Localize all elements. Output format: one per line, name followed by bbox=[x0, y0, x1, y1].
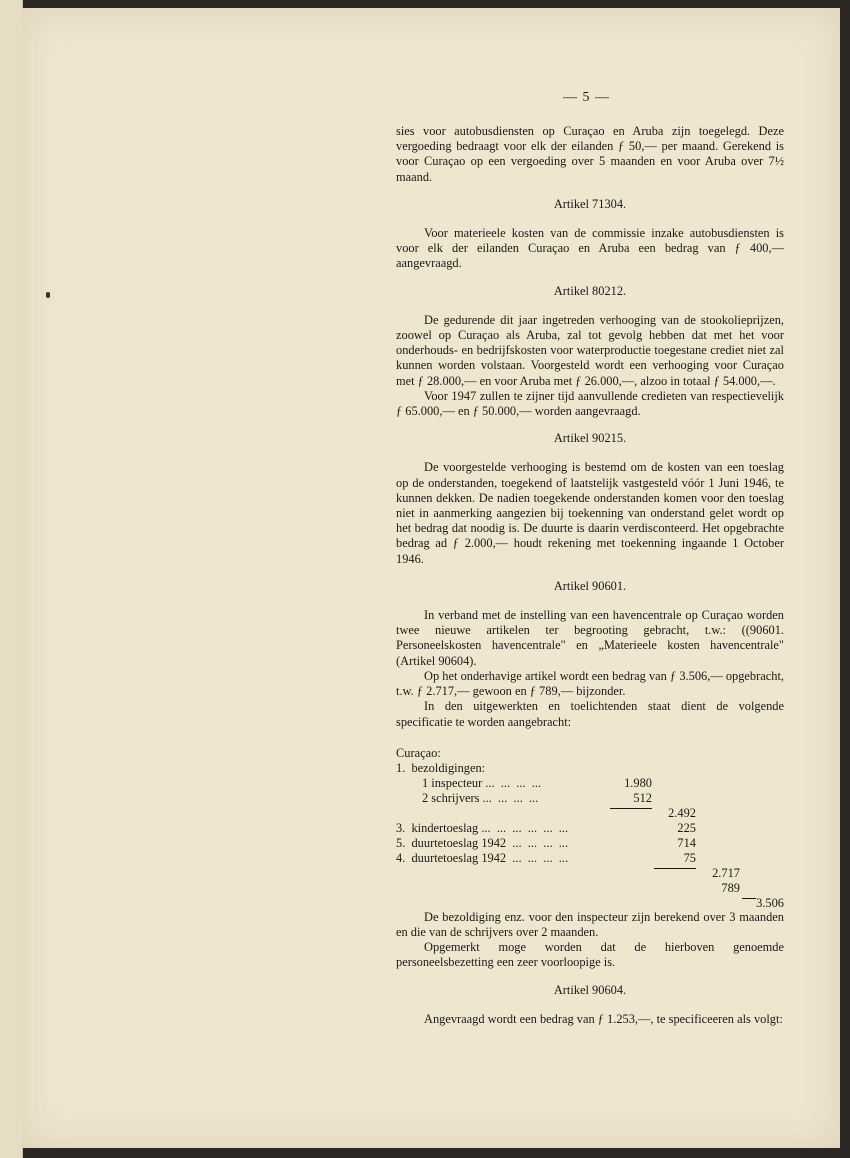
paragraph-90604: Angevraagd wordt een bedrag van ƒ 1.253,—, te specificeeren als volgt: bbox=[424, 1011, 783, 1026]
paragraph-continued: sies voor autobusdiensten op Curaçao en Aruba zijn toegelegd. Deze vergoeding bedraagt voor elk der eilanden ƒ 50,— per maand. Gerekend is voor Curaçao op een vergoeding over 5 maanden en voor Aruba over 7½ maand. bbox=[396, 124, 784, 184]
ink-speck bbox=[46, 292, 50, 298]
heading-artikel-71304: Artikel 71304. bbox=[553, 196, 627, 211]
paragraph-90601-1: In verband met de instelling van een havencentrale op Curaçao worden twee nieuwe artikelen ter begrooting gebracht, t.w.: ((90601. Personeelskosten havencentrale" en „Materieele kosten havencentrale" (Artikel 90604). bbox=[396, 608, 784, 668]
spec-special: 789 bbox=[721, 880, 740, 895]
paragraph-90215: De voorgestelde verhooging is bestemd om de kosten van een toeslag op de onderstanden, toegekend of laatstelijk vastgesteld vóór 1 Juni 1946, te kunnen dekken. De nadien toegekende onderstanden komen voor den toeslag niet in aanmerking aangezien bij toekenning van onderstand gelet wordt op het bedrag dat noodig is. De duurte is daarin verdisconteerd. Het opgebrachte bedrag ad ƒ 2.000,— houdt rekening met toekenning ingaande 1 October 1946. bbox=[396, 460, 784, 566]
spec-grand-total: 3.506 bbox=[756, 895, 784, 910]
paragraph-90601-2: Op het onderhavige artikel wordt een bedrag van ƒ 3.506,— opgebracht, t.w. ƒ 2.717,— gewoon en ƒ 789,— bijzonder. bbox=[396, 668, 784, 699]
previous-page-edge bbox=[0, 0, 23, 1158]
spec-value-duurtetoeslag-4: 75 bbox=[683, 850, 696, 865]
spec-subtotal-2: 2.717 bbox=[712, 865, 740, 880]
heading-artikel-90215: Artikel 90215. bbox=[553, 431, 627, 446]
heading-artikel-80212: Artikel 80212. bbox=[553, 283, 627, 298]
spec-subtotal-1: 2.492 bbox=[668, 805, 696, 820]
specification-table bbox=[396, 745, 784, 910]
paragraph-80212-1: De gedurende dit jaar ingetreden verhooging van de stookolieprijzen, zoowel op Curaçao als Aruba, zal tot gevolg hebben dat met het voor onderhouds- en bedrijfskosten voor waterproductie toegestane crediet niet zal kunnen worden volstaan. Voorgesteld wordt een verhooging voor Curaçao met ƒ 28.000,— en voor Aruba met ƒ 26.000,—, alzoo in totaal ƒ 54.000,—. bbox=[396, 312, 784, 388]
spec-value-duurtetoeslag-5: 714 bbox=[677, 835, 696, 850]
page-number: — 5 — bbox=[563, 90, 610, 105]
heading-artikel-90601: Artikel 90601. bbox=[553, 578, 627, 593]
paragraph-90601-3: In den uitgewerkten en toelichtenden staat dient de volgende specificatie te worden aangebracht: bbox=[396, 699, 784, 729]
spec-row-kindertoeslag: 3. kindertoeslag ... ... ... ... ... ... bbox=[396, 820, 569, 835]
paragraph-bezoldiging-note: De bezoldiging enz. voor den inspecteur zijn berekend over 3 maanden en die van de schrijvers over 2 maanden. bbox=[396, 909, 784, 939]
paragraph-personeel-note: Opgemerkt moge worden dat de hierboven genoemde personeelsbezetting een zeer voorloopige is. bbox=[396, 940, 784, 970]
text-column bbox=[396, 124, 784, 1027]
spec-value-schrijvers: 512 bbox=[633, 790, 652, 805]
spec-rule-2 bbox=[654, 868, 696, 869]
spec-row-bezoldigingen: 1. bezoldigingen: bbox=[396, 760, 486, 775]
spec-island: Curaçao: bbox=[396, 745, 441, 760]
paragraph-71304: Voor materieele kosten van de commissie inzake autobusdiensten is voor elk der eilanden Curaçao en Aruba een bedrag van ƒ 400,— aangevraagd. bbox=[396, 226, 784, 271]
spec-rule-1 bbox=[610, 808, 652, 809]
spec-row-schrijvers: 2 schrijvers ... ... ... ... bbox=[422, 790, 539, 805]
spec-value-kindertoeslag: 225 bbox=[677, 820, 696, 835]
spec-row-duurtetoeslag-4: 4. duurtetoeslag 1942 ... ... ... ... bbox=[396, 850, 569, 865]
heading-artikel-90604: Artikel 90604. bbox=[553, 982, 627, 997]
spec-value-inspecteur: 1.980 bbox=[624, 775, 652, 790]
spec-row-inspecteur: 1 inspecteur ... ... ... ... bbox=[422, 775, 542, 790]
spec-row-duurtetoeslag-5: 5. duurtetoeslag 1942 ... ... ... ... bbox=[396, 835, 569, 850]
paragraph-80212-2: Voor 1947 zullen te zijner tijd aanvullende credieten van respectievelijk ƒ 65.000,— en ƒ 50.000,— worden aangevraagd. bbox=[396, 388, 784, 419]
